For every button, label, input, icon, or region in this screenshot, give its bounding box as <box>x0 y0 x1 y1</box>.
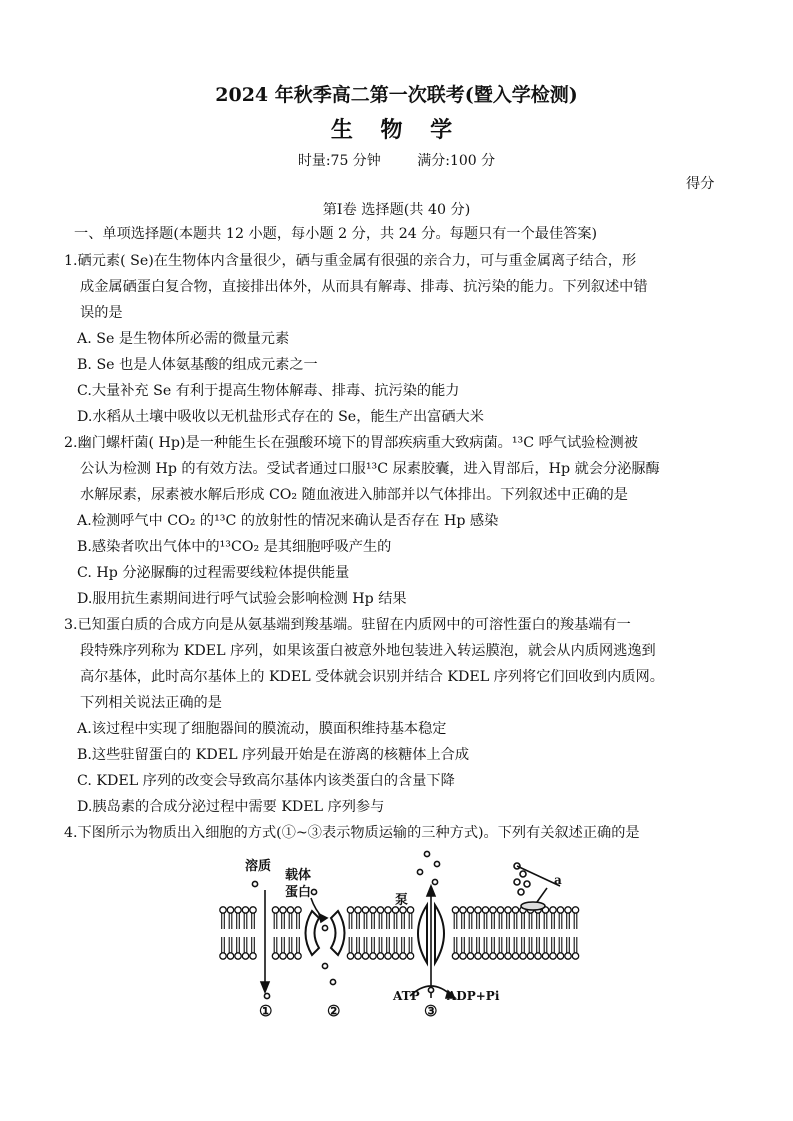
lipid-head <box>565 907 571 913</box>
label-carrier-1: 载体 <box>285 868 312 883</box>
question-3-line-4: 下列相关说法正确的是 <box>80 695 222 711</box>
lipid-head <box>535 953 541 959</box>
question-3-line-2: 段特殊序列称为 KDEL 序列，如果该蛋白被意外地包装进入转运膜泡，就会从内质网逃逸到 <box>80 643 656 659</box>
question-1-line-1: 1.硒元素( Se)在生物体内含量很少，硒与重金属有很强的亲合力，可与重金属离子结合，形 <box>64 253 637 269</box>
lipid-head <box>385 953 391 959</box>
lipid-head <box>557 907 563 913</box>
label-number-1: ① <box>259 1002 273 1020</box>
exam-title: 2024 年秋季高二第一次联考(暨入学检测) <box>215 84 578 106</box>
question-4-line-1: 4.下图所示为物质出入细胞的方式(①~③表示物质运输的三种方式)。下列有关叙述正确的是 <box>64 825 640 841</box>
lipid-head <box>512 953 518 959</box>
lipid-head <box>550 907 556 913</box>
lipid-head <box>370 907 376 913</box>
lipid-head <box>280 953 286 959</box>
lipid-head <box>272 953 278 959</box>
lipid-head <box>482 907 488 913</box>
lipid-head <box>557 953 563 959</box>
lipid-head <box>497 953 503 959</box>
question-3-line-1: 3.已知蛋白质的合成方向是从氨基端到羧基端。驻留在内质网中的可溶性蛋白的羧基端有一 <box>64 617 631 633</box>
exam-meta <box>0 150 793 170</box>
lipid-head <box>220 907 226 913</box>
question-1-option-c: C.大量补充 Se 有利于提高生物体解毒、排毒、抗污染的能力 <box>77 383 460 399</box>
lipid-head <box>542 953 548 959</box>
lipid-head <box>392 953 398 959</box>
lipid-head <box>475 907 481 913</box>
lipid-head <box>497 907 503 913</box>
lipid-head <box>295 907 301 913</box>
label-adp: ADP+Pi <box>447 989 500 1003</box>
lipid-head <box>572 953 578 959</box>
label-number-3: ③ <box>424 1002 438 1020</box>
lipid-head <box>347 953 353 959</box>
lipid-head <box>490 953 496 959</box>
label-number-2: ② <box>327 1002 341 1020</box>
question-1-option-b: B. Se 也是人体氨基酸的组成元素之一 <box>77 357 318 373</box>
lipid-head <box>512 907 518 913</box>
question-1-line-2: 成金属硒蛋白复合物，直接排出体外，从而具有解毒、排毒、抗污染的能力。下列叙述中错 <box>80 279 648 295</box>
lipid-head <box>377 953 383 959</box>
lipid-head <box>235 953 241 959</box>
lipid-head <box>227 953 233 959</box>
question-2-option-c: C. Hp 分泌脲酶的过程需要线粒体提供能量 <box>77 565 350 581</box>
lipid-head <box>385 907 391 913</box>
question-1-option-a: A. Se 是生物体所必需的微量元素 <box>77 331 290 347</box>
subject-title: 生 物 学 <box>330 117 463 143</box>
label-carrier-2: 蛋白 <box>285 885 312 900</box>
lipid-head <box>490 907 496 913</box>
question-1-option-d: D.水稻从土壤中吸收以无机盐形式存在的 Se，能生产出富硒大米 <box>77 409 484 425</box>
lipid-head <box>467 953 473 959</box>
question-2-option-d: D.服用抗生素期间进行呼气试验会影响检测 Hp 结果 <box>77 591 407 607</box>
diffusion-path <box>252 881 269 998</box>
lipid-head <box>452 953 458 959</box>
question-3-option-b: B.这些驻留蛋白的 KDEL 序列最开始是在游离的核糖体上合成 <box>77 747 470 763</box>
section-title: 第Ⅰ卷 选择题(共 40 分) <box>322 202 471 218</box>
lipid-head <box>355 953 361 959</box>
lipid-head <box>287 907 293 913</box>
question-3-option-a: A.该过程中实现了细胞器间的膜流动，膜面积维持基本稳定 <box>77 721 447 737</box>
question-3-option-c: C. KDEL 序列的改变会导致高尔基体内该类蛋白的含量下降 <box>77 773 455 789</box>
label-solute: 溶质 <box>245 859 272 874</box>
lipid-head <box>505 907 511 913</box>
lipid-head <box>400 953 406 959</box>
pump-path <box>410 851 455 998</box>
lipid-head <box>460 953 466 959</box>
label-atp: ATP <box>393 989 420 1003</box>
question-2-line-3: 水解尿素，尿素被水解后形成 CO₂ 随血液进入肺部并以气体排出。下列叙述中正确的是 <box>80 487 628 503</box>
section-instruction: 一、单项选择题(本题共 12 小题，每小题 2 分，共 24 分。每题只有一个最佳答案) <box>74 226 598 242</box>
label-pump: 泵 <box>395 893 409 908</box>
lipid-head <box>452 907 458 913</box>
lipid-head <box>347 907 353 913</box>
full-score: 满分:100 分 <box>417 153 496 169</box>
label-a: a <box>554 873 562 887</box>
question-2-line-1: 2.幽门螺杆菌( Hp)是一种能生长在强酸环境下的胃部疾病重大致病菌。¹³C 呼气试验检测被 <box>64 435 638 451</box>
lipid-head <box>362 953 368 959</box>
lipid-head <box>250 907 256 913</box>
question-3-option-d: D.胰岛素的合成分泌过程中需要 KDEL 序列参与 <box>77 799 385 815</box>
question-3-line-3: 高尔基体，此时高尔基体上的 KDEL 受体就会识别并结合 KDEL 序列将它们回收到内质网。 <box>80 669 664 685</box>
lipid-head <box>295 953 301 959</box>
question-2-option-a: A.检测呼气中 CO₂ 的¹³C 的放射性的情况来确认是否存在 Hp 感染 <box>77 513 499 529</box>
lipid-head <box>572 907 578 913</box>
lipid-head <box>355 907 361 913</box>
lipid-head <box>565 953 571 959</box>
lipid-head <box>407 907 413 913</box>
time-limit: 时量:75 分钟 <box>297 153 381 169</box>
lipid-head <box>280 907 286 913</box>
lipid-head <box>505 953 511 959</box>
lipid-head <box>407 953 413 959</box>
phospholipid-bilayer <box>220 907 579 959</box>
lipid-head <box>370 953 376 959</box>
question-1-line-3: 误的是 <box>80 305 123 321</box>
lipid-head <box>287 953 293 959</box>
lipid-head <box>220 953 226 959</box>
lipid-head <box>377 907 383 913</box>
lipid-head <box>242 953 248 959</box>
lipid-head <box>227 907 233 913</box>
lipid-head <box>242 907 248 913</box>
lipid-head <box>550 953 556 959</box>
membrane-transport-figure <box>215 848 585 1020</box>
lipid-head <box>475 953 481 959</box>
lipid-head <box>527 953 533 959</box>
question-2-line-2: 公认为检测 Hp 的有效方法。受试者通过口服¹³C 尿素胶囊，进入胃部后，Hp 就会分泌脲酶 <box>80 461 660 477</box>
score-label: 得分 <box>686 176 715 192</box>
lipid-head <box>362 907 368 913</box>
lipid-head <box>467 907 473 913</box>
question-2-option-b: B.感染者吹出气体中的¹³CO₂ 是其细胞呼吸产生的 <box>77 539 392 555</box>
lipid-head <box>460 907 466 913</box>
lipid-head <box>235 907 241 913</box>
lipid-head <box>250 953 256 959</box>
lipid-head <box>520 953 526 959</box>
lipid-head <box>482 953 488 959</box>
lipid-head <box>272 907 278 913</box>
